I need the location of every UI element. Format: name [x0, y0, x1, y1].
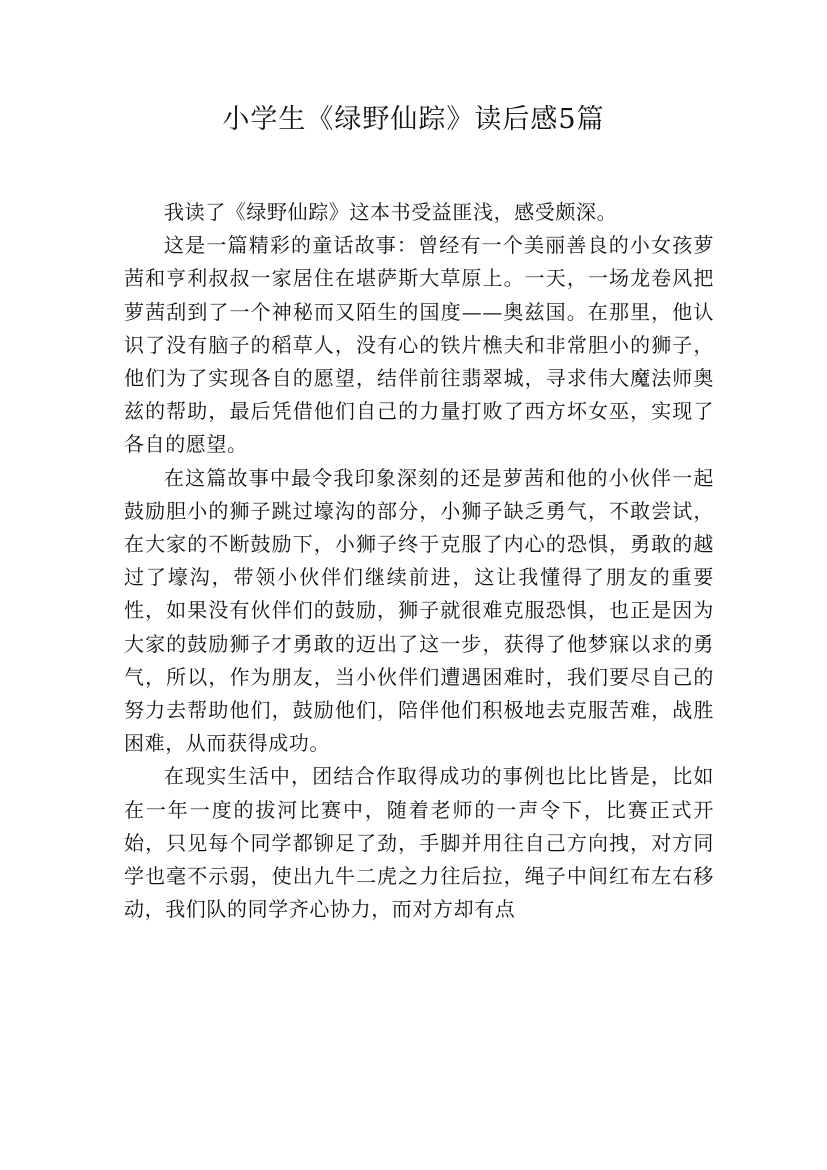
paragraph-3: 在这篇故事中最令我印象深刻的还是萝茜和他的小伙伴一起鼓励胆小的狮子跳过壕沟的部分，小狮子缺乏勇气，不敢尝试，在大家的不断鼓励下，小狮子终于克服了内心的恐惧，勇敢的越过了壕沟，带领小伙伴们继续前进，这让我懂得了朋友的重要性，如果没有伙伴们的鼓励，狮子就很难克服恐惧，也正是因为大家的鼓励狮子才勇敢的迈出了这一步，获得了他梦寐以求的勇气，所以，作为朋友，当小伙伴们遭遇困难时，我们要尽自己的努力去帮助他们，鼓励他们，陪伴他们积极地去克服苦难，战胜困难，从而获得成功。 [124, 465, 714, 756]
document-title: 小学生《绿野仙踪》读后感5篇 [222, 104, 605, 135]
document-body [124, 196, 714, 926]
paragraph-1: 我读了《绿野仙踪》这本书受益匪浅，感受颇深。 [164, 200, 618, 224]
paragraph-2: 这是一篇精彩的童话故事：曾经有一个美丽善良的小女孩萝茜和亨利叔叔一家居住在堪萨斯大草原上。一天，一场龙卷风把萝茜刮到了一个神秘而又陌生的国度——奥兹国。在那里，他认识了没有脑子的稻草人，没有心的铁片樵夫和非常胆小的狮子，他们为了实现各自的愿望，结伴前往翡翠城，寻求伟大魔法师奥兹的帮助，最后凭借他们自己的力量打败了西方坏女巫，实现了各自的愿望。 [124, 233, 714, 457]
paragraph-4: 在现实生活中，团结合作取得成功的事例也比比皆是，比如在一年一度的拔河比赛中，随着老师的一声令下，比赛正式开始，只见每个同学都铆足了劲，手脚并用往自己方向拽，对方同学也毫不示弱，使出九牛二虎之力往后拉，绳子中间红布左右移动，我们队的同学齐心协力，而对方却有点 [124, 764, 714, 922]
